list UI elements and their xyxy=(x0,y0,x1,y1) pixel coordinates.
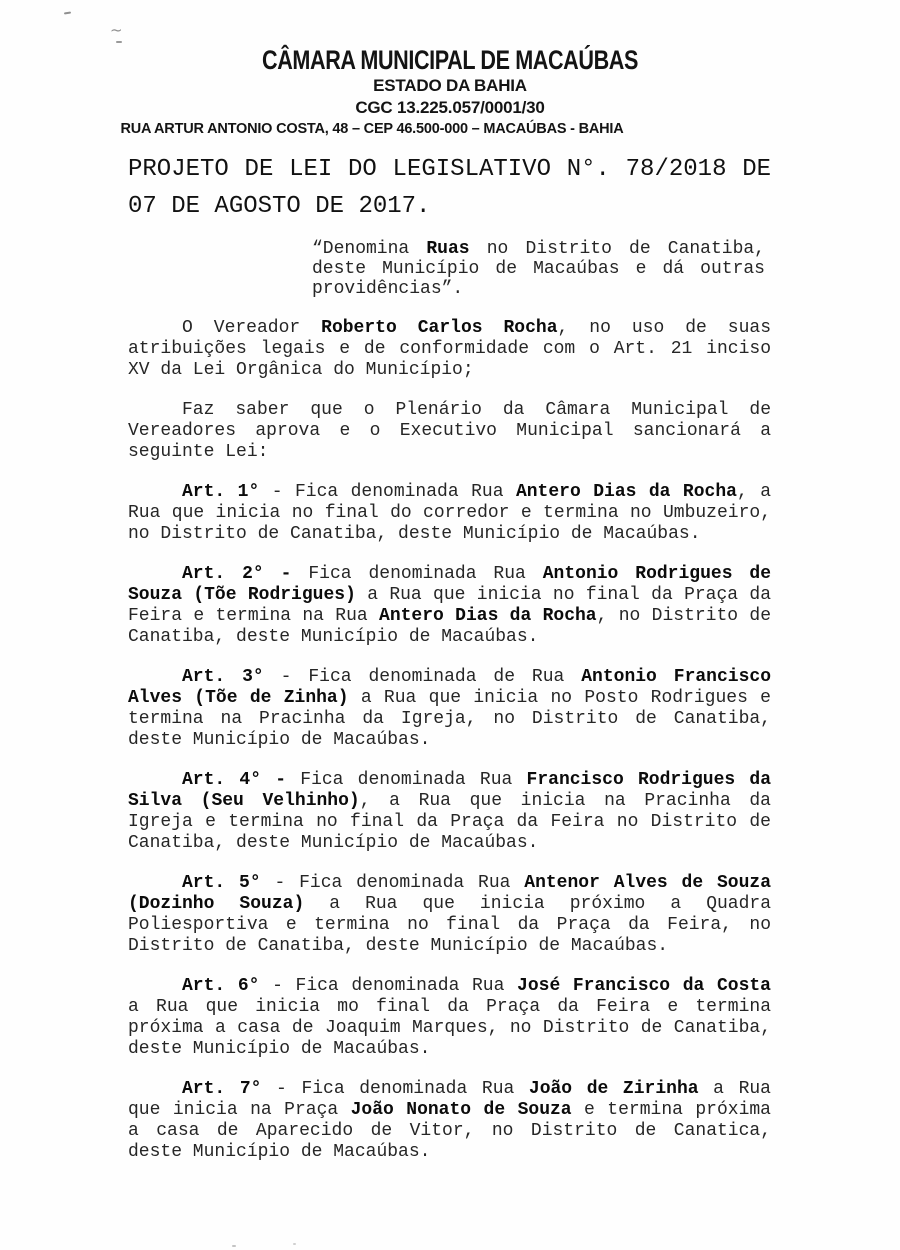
text-run: Faz saber que o Plenário da Câmara Municipal de xyxy=(182,400,771,420)
text-run: PROJETO DE LEI DO LEGISLATIVO N°. 78/2018 DE xyxy=(128,156,771,183)
text-line xyxy=(128,812,771,833)
bold-text-run: Alves (Tõe de Zinha) xyxy=(128,688,349,708)
bold-text-run: João de Zirinha xyxy=(528,1079,699,1099)
text-line xyxy=(128,339,771,360)
text-run: deste Município de Macaúbas. xyxy=(128,1039,431,1059)
text-run: Distrito de Canatiba, deste Município de Macaúbas. xyxy=(128,936,669,956)
text-run: “Denomina xyxy=(312,239,427,259)
bold-text-run: Roberto Carlos Rocha xyxy=(321,318,558,338)
scan-artifact xyxy=(232,1245,236,1247)
text-line xyxy=(128,997,771,1018)
article-1 xyxy=(128,482,771,545)
text-line xyxy=(128,585,771,606)
document-title xyxy=(128,151,771,225)
bold-text-run: Antenor Alves de Souza xyxy=(524,873,771,893)
text-run: e termina próxima xyxy=(571,1100,771,1120)
bold-text-run: Art. 1° xyxy=(182,482,260,502)
bold-text-run: Antero Dias da Rocha xyxy=(515,482,737,502)
text-line xyxy=(128,318,771,339)
text-run: Fica denominada Rua xyxy=(286,770,527,790)
document-body xyxy=(0,151,900,1163)
address-line: RUA ARTUR ANTONIO COSTA, 48 – CEP 46.500-000 – MACAÚBAS - BAHIA xyxy=(120,121,624,137)
text-line xyxy=(312,259,765,279)
text-line xyxy=(312,239,765,259)
text-line xyxy=(128,770,771,791)
text-run: a Rua xyxy=(698,1079,771,1099)
text-line xyxy=(128,873,771,894)
text-run: , no Distrito de xyxy=(596,606,771,626)
bold-text-run: Ruas xyxy=(426,239,470,259)
text-run: Igreja e termina no final da Praça da Feira no Distrito de xyxy=(128,812,771,832)
text-line xyxy=(128,627,771,648)
text-run: - Fica denominada Rua xyxy=(259,976,518,996)
text-line xyxy=(128,400,771,421)
paragraph-preamble-enactment xyxy=(128,400,771,463)
bold-text-run: Antero Dias da Rocha xyxy=(379,606,597,626)
text-run: seguinte Lei: xyxy=(128,442,269,462)
text-line xyxy=(128,1100,771,1121)
text-run: a Rua que inicia no final da Praça da xyxy=(355,585,771,605)
scan-artifact: ~ xyxy=(110,21,123,39)
bold-text-run: Souza (Tõe Rodrigues) xyxy=(128,585,356,605)
bold-text-run: João Nonato de Souza xyxy=(350,1100,572,1120)
bold-text-run: Francisco Rodrigues da xyxy=(526,770,772,790)
text-run: - Fica denominada Rua xyxy=(260,873,525,893)
text-run: a Rua que inicia próximo a Quadra xyxy=(304,894,771,914)
text-run: Vereadores aprova e o Executivo Municipal sancionará a xyxy=(128,421,771,441)
text-line xyxy=(128,936,771,957)
text-run: atribuições legais e de conformidade com o Art. 21 inciso xyxy=(128,339,771,359)
text-line xyxy=(128,482,771,503)
text-line xyxy=(128,1121,771,1142)
text-line xyxy=(128,833,771,854)
text-run: , no uso de suas xyxy=(557,318,771,338)
text-run: providências”. xyxy=(312,279,464,299)
text-run: Feira e termina na Rua xyxy=(128,606,380,626)
text-line xyxy=(128,524,771,545)
text-run: a casa de Aparecido de Vitor, no Distrito de Canatica, xyxy=(128,1121,771,1141)
article-5 xyxy=(128,873,771,957)
scan-artifact xyxy=(116,41,122,43)
article-4 xyxy=(128,770,771,854)
text-run: a Rua que inicia no Posto Rodrigues e xyxy=(348,688,771,708)
text-line xyxy=(128,1079,771,1100)
state-line: ESTADO DA BAHIA xyxy=(373,76,527,95)
text-run: Canatiba, deste Município de Macaúbas. xyxy=(128,627,539,647)
text-run: XV da Lei Orgânica do Município; xyxy=(128,360,474,380)
text-run: 07 DE AGOSTO DE 2017. xyxy=(128,193,431,220)
text-line xyxy=(128,1039,771,1060)
text-line xyxy=(128,442,771,463)
text-run: Fica denominada Rua xyxy=(291,564,543,584)
article-2 xyxy=(128,564,771,648)
text-line xyxy=(128,730,771,751)
text-line xyxy=(128,606,771,627)
bold-text-run: Art. 3° xyxy=(182,667,264,687)
text-line xyxy=(128,709,771,730)
bold-text-run: Art. 7° xyxy=(182,1079,262,1099)
text-line xyxy=(128,791,771,812)
text-run: deste Município de Macaúbas. xyxy=(128,730,431,750)
article-6 xyxy=(128,976,771,1060)
text-run: próxima a casa de Joaquim Marques, no Distrito de Canatiba, xyxy=(128,1018,771,1038)
text-run: , a xyxy=(736,482,771,502)
text-run: que inicia na Praça xyxy=(128,1100,351,1120)
bold-text-run: Antonio Rodrigues de xyxy=(542,564,772,584)
text-run: no Distrito de Canatiba, deste Município de Macaúbas. xyxy=(128,524,701,544)
text-line xyxy=(128,667,771,688)
text-run: deste Município de Macaúbas e dá outras xyxy=(312,259,765,279)
bold-text-run: Art. 2° - xyxy=(182,564,292,584)
text-run: - Fica denominada de Rua xyxy=(263,667,582,687)
text-line xyxy=(128,503,771,524)
epigraph xyxy=(312,239,765,299)
bold-text-run: José Francisco da Costa xyxy=(517,976,771,996)
text-run: Poliesportiva e termina no final da Praça da Feira, no xyxy=(128,915,771,935)
text-line xyxy=(128,894,771,915)
text-line xyxy=(128,1018,771,1039)
text-line xyxy=(128,976,771,997)
bold-text-run: Art. 4° - xyxy=(182,770,287,790)
text-run: O Vereador xyxy=(182,318,322,338)
text-run: no Distrito de Canatiba, xyxy=(469,239,765,259)
letterhead xyxy=(0,0,900,139)
bold-text-run: Art. 5° xyxy=(182,873,261,893)
text-line xyxy=(128,151,771,188)
text-line xyxy=(128,1142,771,1163)
text-run: - Fica denominada Rua xyxy=(259,482,516,502)
text-run: Canatiba, deste Município de Macaúbas. xyxy=(128,833,539,853)
text-line xyxy=(128,360,771,381)
text-run: - Fica denominada Rua xyxy=(261,1079,529,1099)
text-run: , a Rua que inicia na Pracinha da xyxy=(359,791,771,811)
bold-text-run: Art. 6° xyxy=(182,976,260,996)
text-run: deste Município de Macaúbas. xyxy=(128,1142,431,1162)
text-run: Rua que inicia no final do corredor e termina no Umbuzeiro, xyxy=(128,503,771,523)
bold-text-run: Silva (Seu Velhinho) xyxy=(128,791,360,811)
org-name-wrap xyxy=(0,45,900,75)
scan-artifact xyxy=(293,1243,296,1245)
text-run: termina na Pracinha da Igreja, no Distrito de Canatiba, xyxy=(128,709,771,729)
bold-text-run: Antonio Francisco xyxy=(581,667,771,687)
bold-text-run: (Dozinho Souza) xyxy=(128,894,305,914)
text-line xyxy=(128,688,771,709)
article-7 xyxy=(128,1079,771,1163)
text-line xyxy=(312,279,765,299)
text-line xyxy=(128,421,771,442)
org-name: CÂMARA MUNICIPAL DE MACAÚBAS xyxy=(261,45,638,75)
text-line xyxy=(128,915,771,936)
paragraph-preamble-author xyxy=(128,318,771,381)
text-line xyxy=(128,188,771,225)
text-run: a Rua que inicia mo final da Praça da Feira e termina xyxy=(128,997,771,1017)
article-3 xyxy=(128,667,771,751)
cgc-line: CGC 13.225.057/0001/30 xyxy=(355,98,545,117)
text-line xyxy=(128,564,771,585)
